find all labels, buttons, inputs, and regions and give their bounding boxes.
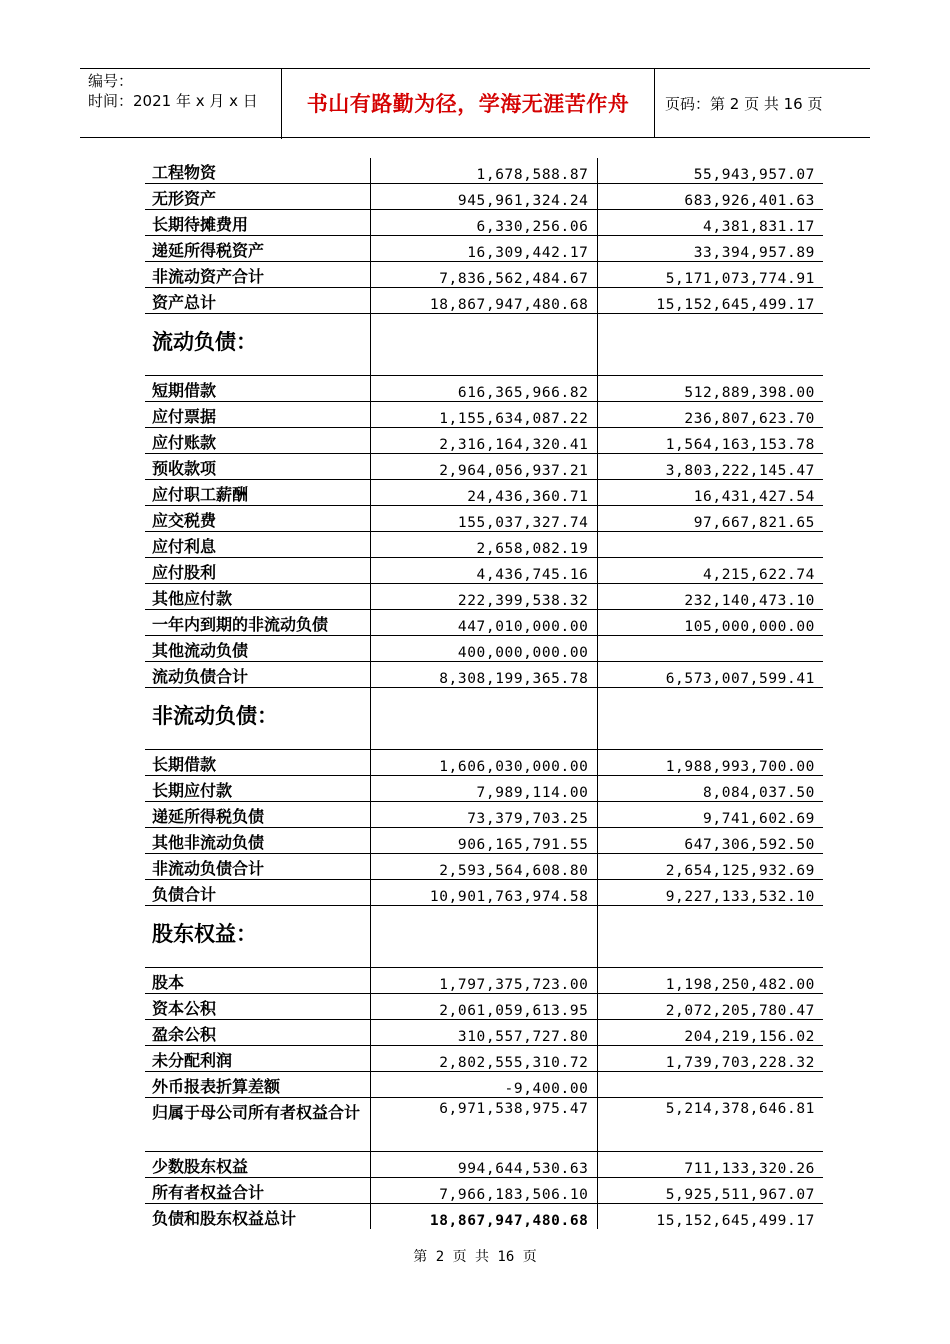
page-info: 页码：第 2 页 共 16 页 xyxy=(665,94,823,113)
row-value-prior: 1,988,993,700.00 xyxy=(597,750,823,776)
table-row xyxy=(145,558,823,584)
page-footer: 第 2 页 共 16 页 xyxy=(413,1249,537,1265)
page-header xyxy=(80,68,870,138)
header-motto-cell xyxy=(282,69,655,137)
table-row xyxy=(145,880,823,906)
row-value-prior: 5,214,378,646.81 xyxy=(597,1098,823,1152)
section-title: 非流动负债： xyxy=(145,688,370,750)
table-row xyxy=(145,636,823,662)
row-value-prior: 15,152,645,499.17 xyxy=(597,288,823,314)
row-label: 长期待摊费用 xyxy=(145,210,370,236)
table-row xyxy=(145,236,823,262)
row-value-prior: 105,000,000.00 xyxy=(597,610,823,636)
table-row xyxy=(145,454,823,480)
row-value-prior xyxy=(597,906,823,968)
table-row xyxy=(145,610,823,636)
row-value-prior xyxy=(597,688,823,750)
table-row xyxy=(145,480,823,506)
row-value-prior: 4,215,622.74 xyxy=(597,558,823,584)
table-row xyxy=(145,776,823,802)
table-row xyxy=(145,854,823,880)
row-label: 短期借款 xyxy=(145,376,370,402)
table-row xyxy=(145,828,823,854)
row-value-current: 16,309,442.17 xyxy=(370,236,597,262)
row-value-current: 2,658,082.19 xyxy=(370,532,597,558)
row-value-prior: 15,152,645,499.17 xyxy=(597,1204,823,1230)
row-value-prior: 711,133,320.26 xyxy=(597,1152,823,1178)
row-label: 非流动资产合计 xyxy=(145,262,370,288)
row-value-current: 310,557,727.80 xyxy=(370,1020,597,1046)
section-header-row xyxy=(145,314,823,376)
row-label: 归属于母公司所有者权益合计 xyxy=(145,1098,370,1152)
row-label: 预收款项 xyxy=(145,454,370,480)
row-value-prior xyxy=(597,532,823,558)
row-value-current: 24,436,360.71 xyxy=(370,480,597,506)
row-value-prior: 2,654,125,932.69 xyxy=(597,854,823,880)
row-label: 少数股东权益 xyxy=(145,1152,370,1178)
row-label: 工程物资 xyxy=(145,158,370,184)
row-value-prior: 1,198,250,482.00 xyxy=(597,968,823,994)
row-value-prior: 16,431,427.54 xyxy=(597,480,823,506)
section-header-row xyxy=(145,906,823,968)
row-label: 其他非流动负债 xyxy=(145,828,370,854)
header-meta xyxy=(80,69,282,139)
row-value-current: 10,901,763,974.58 xyxy=(370,880,597,906)
section-title: 股东权益： xyxy=(145,906,370,968)
row-value-current: 945,961,324.24 xyxy=(370,184,597,210)
row-value-current: 7,836,562,484.67 xyxy=(370,262,597,288)
row-value-current: 2,593,564,608.80 xyxy=(370,854,597,880)
row-label: 负债合计 xyxy=(145,880,370,906)
row-value-prior: 33,394,957.89 xyxy=(597,236,823,262)
row-value-current xyxy=(370,688,597,750)
table-row-total xyxy=(145,1204,823,1230)
row-label: 长期应付款 xyxy=(145,776,370,802)
row-value-current: 906,165,791.55 xyxy=(370,828,597,854)
row-value-prior: 9,227,133,532.10 xyxy=(597,880,823,906)
table-row xyxy=(145,802,823,828)
table-row xyxy=(145,994,823,1020)
table-row xyxy=(145,532,823,558)
code-label: 编号： xyxy=(88,72,134,90)
row-value-prior: 3,803,222,145.47 xyxy=(597,454,823,480)
row-label: 应付票据 xyxy=(145,402,370,428)
row-value-current: 2,802,555,310.72 xyxy=(370,1046,597,1072)
row-value-current: 18,867,947,480.68 xyxy=(370,1204,597,1230)
row-value-prior: 6,573,007,599.41 xyxy=(597,662,823,688)
row-label: 所有者权益合计 xyxy=(145,1178,370,1204)
row-label: 应付利息 xyxy=(145,532,370,558)
row-value-prior: 9,741,602.69 xyxy=(597,802,823,828)
row-label: 其他流动负债 xyxy=(145,636,370,662)
table-row xyxy=(145,288,823,314)
row-label: 未分配利润 xyxy=(145,1046,370,1072)
row-value-current: 1,797,375,723.00 xyxy=(370,968,597,994)
table-row xyxy=(145,584,823,610)
row-value-prior: 1,739,703,228.32 xyxy=(597,1046,823,1072)
table-row xyxy=(145,184,823,210)
row-label: 应付账款 xyxy=(145,428,370,454)
motto: 书山有路勤为径，学海无涯苦作舟 xyxy=(306,92,630,116)
balance-sheet-table xyxy=(145,158,823,1229)
row-label: 长期借款 xyxy=(145,750,370,776)
row-label: 外币报表折算差额 xyxy=(145,1072,370,1098)
row-value-current xyxy=(370,314,597,376)
row-value-prior: 236,807,623.70 xyxy=(597,402,823,428)
table-row xyxy=(145,1178,823,1204)
row-label: 递延所得税负债 xyxy=(145,802,370,828)
row-label: 盈余公积 xyxy=(145,1020,370,1046)
row-value-current: 7,966,183,506.10 xyxy=(370,1178,597,1204)
row-value-current: 2,964,056,937.21 xyxy=(370,454,597,480)
row-value-current: 6,971,538,975.47 xyxy=(370,1098,597,1152)
row-value-prior: 5,925,511,967.07 xyxy=(597,1178,823,1204)
row-value-current: 2,316,164,320.41 xyxy=(370,428,597,454)
row-value-prior: 5,171,073,774.91 xyxy=(597,262,823,288)
table-row xyxy=(145,376,823,402)
table-row xyxy=(145,1098,823,1152)
row-label: 非流动负债合计 xyxy=(145,854,370,880)
row-label: 应付股利 xyxy=(145,558,370,584)
row-value-prior: 55,943,957.07 xyxy=(597,158,823,184)
row-value-current: 2,061,059,613.95 xyxy=(370,994,597,1020)
row-value-prior: 2,072,205,780.47 xyxy=(597,994,823,1020)
row-value-prior: 204,219,156.02 xyxy=(597,1020,823,1046)
row-label: 资本公积 xyxy=(145,994,370,1020)
row-label: 递延所得税资产 xyxy=(145,236,370,262)
row-value-prior: 683,926,401.63 xyxy=(597,184,823,210)
row-value-current: 8,308,199,365.78 xyxy=(370,662,597,688)
row-label: 流动负债合计 xyxy=(145,662,370,688)
row-value-current: 222,399,538.32 xyxy=(370,584,597,610)
table-row xyxy=(145,968,823,994)
row-value-current: 73,379,703.25 xyxy=(370,802,597,828)
row-label: 一年内到期的非流动负债 xyxy=(145,610,370,636)
section-header-row xyxy=(145,688,823,750)
row-value-current: 447,010,000.00 xyxy=(370,610,597,636)
table-row xyxy=(145,662,823,688)
row-value-current: 994,644,530.63 xyxy=(370,1152,597,1178)
row-value-current: 7,989,114.00 xyxy=(370,776,597,802)
row-value-current: 1,678,588.87 xyxy=(370,158,597,184)
table-row xyxy=(145,402,823,428)
row-value-current: 400,000,000.00 xyxy=(370,636,597,662)
row-label: 应付职工薪酬 xyxy=(145,480,370,506)
table-row xyxy=(145,262,823,288)
row-label: 应交税费 xyxy=(145,506,370,532)
row-label: 无形资产 xyxy=(145,184,370,210)
row-value-prior: 8,084,037.50 xyxy=(597,776,823,802)
row-value-current: 1,606,030,000.00 xyxy=(370,750,597,776)
row-value-prior: 97,667,821.65 xyxy=(597,506,823,532)
table-row xyxy=(145,210,823,236)
table-row xyxy=(145,1072,823,1098)
row-label: 资产总计 xyxy=(145,288,370,314)
row-value-prior xyxy=(597,314,823,376)
row-value-prior: 512,889,398.00 xyxy=(597,376,823,402)
time-label: 时间：2021 年 x 月 x 日 xyxy=(88,92,258,110)
row-label: 其他应付款 xyxy=(145,584,370,610)
row-value-prior xyxy=(597,636,823,662)
row-label: 负债和股东权益总计 xyxy=(152,1209,297,1228)
row-label: 股本 xyxy=(145,968,370,994)
table-row xyxy=(145,1020,823,1046)
balance-sheet-body xyxy=(145,158,823,1229)
table-row xyxy=(145,1152,823,1178)
section-title: 流动负债： xyxy=(145,314,370,376)
row-value-current: 4,436,745.16 xyxy=(370,558,597,584)
row-value-prior: 647,306,592.50 xyxy=(597,828,823,854)
row-value-current: 18,867,947,480.68 xyxy=(370,288,597,314)
row-value-prior: 1,564,163,153.78 xyxy=(597,428,823,454)
table-row xyxy=(145,1046,823,1072)
row-value-current: 1,155,634,087.22 xyxy=(370,402,597,428)
row-value-prior: 232,140,473.10 xyxy=(597,584,823,610)
row-value-current: 6,330,256.06 xyxy=(370,210,597,236)
row-value-current: 616,365,966.82 xyxy=(370,376,597,402)
table-row xyxy=(145,750,823,776)
row-value-current: 155,037,327.74 xyxy=(370,506,597,532)
table-row xyxy=(145,506,823,532)
table-row xyxy=(145,158,823,184)
row-value-current: -9,400.00 xyxy=(370,1072,597,1098)
row-value-prior xyxy=(597,1072,823,1098)
table-row xyxy=(145,428,823,454)
row-value-prior: 4,381,831.17 xyxy=(597,210,823,236)
row-value-current xyxy=(370,906,597,968)
